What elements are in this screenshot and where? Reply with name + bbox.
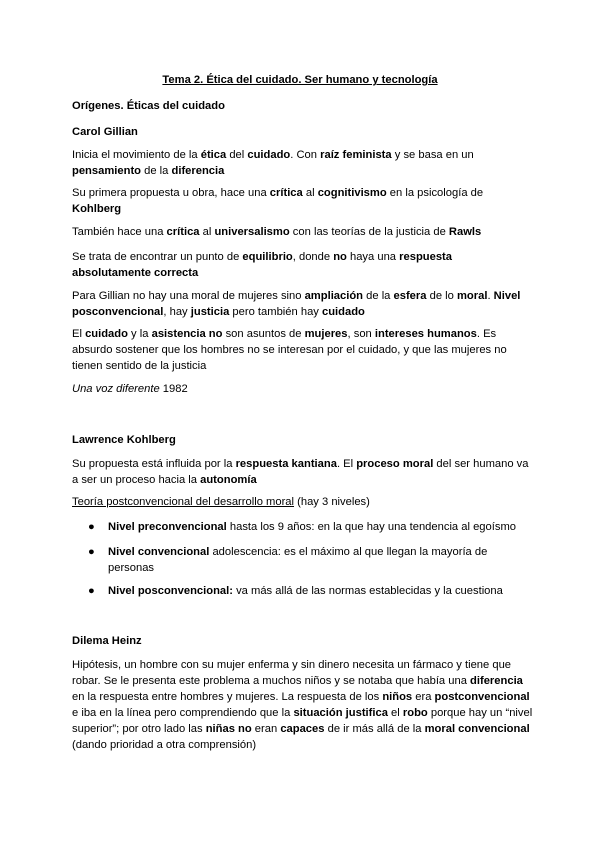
text-run: . Con: [290, 149, 321, 161]
list-item-text: [108, 544, 534, 576]
text-run: y la: [127, 328, 152, 340]
text-run: era: [412, 691, 435, 703]
bold-text: universalismo: [214, 226, 290, 238]
bold-text: intereses humanos: [374, 328, 477, 340]
bold-text: moral: [456, 290, 488, 302]
paragraph: [72, 326, 534, 374]
text-run: , hay: [163, 306, 191, 318]
text-run: También hace una: [72, 226, 167, 238]
text-run: con las teorías de la justicia de: [289, 226, 449, 238]
paragraph: [72, 456, 534, 488]
paragraph: [72, 147, 534, 179]
text-run: Para Gillian no hay una moral de mujeres sino: [72, 290, 305, 302]
bold-text: niñas no: [205, 723, 252, 735]
paragraph: [72, 224, 534, 240]
bold-text: capaces: [280, 723, 325, 735]
text-run: , donde: [292, 251, 334, 263]
book-title: Una voz diferente: [72, 383, 160, 395]
text-run: eran: [251, 723, 281, 735]
bold-text: autonomía: [200, 474, 257, 486]
text-run: de la: [141, 165, 172, 177]
bold-text: cuidado: [247, 149, 291, 161]
text-run: va más allá de las normas establecidas y la cuestiona: [232, 585, 503, 597]
text-run: en la psicología de: [386, 187, 484, 199]
text-run: son asuntos de: [222, 328, 305, 340]
bold-text: Nivel convencional: [108, 546, 210, 558]
bold-text: niños: [382, 691, 413, 703]
text-run: haya una: [346, 251, 400, 263]
text-run: Inicia el movimiento de la: [72, 149, 201, 161]
bold-text: ampliación: [304, 290, 364, 302]
bold-text: moral convencional: [424, 723, 530, 735]
bold-text: raíz feminista: [320, 149, 392, 161]
bold-text: robo: [402, 707, 428, 719]
book-reference: [72, 381, 534, 397]
bold-text: no: [333, 251, 347, 263]
paragraph: [72, 249, 534, 281]
paragraph: [72, 288, 534, 320]
bold-text: postconvencional: [434, 691, 530, 703]
bold-text: Nivel posconvencional:: [108, 585, 233, 597]
section-heading-origins: Orígenes. Éticas del cuidado: [72, 100, 225, 112]
text-run: Su propuesta está influida por la: [72, 458, 236, 470]
text-run: pero también hay: [229, 306, 322, 318]
bold-text: esfera: [393, 290, 427, 302]
bullet-icon: ●: [88, 521, 95, 533]
text-run: .: [487, 290, 494, 302]
bold-text: respuesta absolutamente correcta: [72, 251, 452, 279]
bold-text: Nivel preconvencional: [108, 521, 227, 533]
list-item-text: [108, 519, 534, 535]
bold-text: cuidado: [85, 328, 128, 340]
bold-text: crítica: [269, 187, 303, 199]
bold-text: respuesta kantiana: [235, 458, 337, 470]
text-run: Se trata de encontrar un punto de: [72, 251, 243, 263]
bold-text: Rawls: [448, 226, 482, 238]
bold-text: mujeres: [304, 328, 348, 340]
text-run: porque hay un “nivel superior”; por otro lado las: [72, 707, 533, 735]
text-run: e iba en la línea pero comprendiendo que la: [72, 707, 294, 719]
text-run: del ser humano va a ser un proceso hacia la: [72, 458, 529, 486]
bold-text: proceso moral: [356, 458, 434, 470]
text-run: al: [302, 187, 318, 199]
text-run: el: [387, 707, 403, 719]
subheading-lawrence-kohlberg: Lawrence Kohlberg: [72, 434, 176, 446]
text-run: . Es absurdo sostener que los hombres no se interesan por el cuidado, y que las mujeres no tienen sentido de la justicia: [72, 328, 507, 372]
bold-text: pensamiento: [72, 165, 142, 177]
text-run: Hipótesis, un hombre con su mujer enferma y sin dinero necesita un fármaco y tiene que robar. Se le presenta este problema a muchos niños y se notaba que había una: [72, 659, 512, 687]
paragraph: [72, 185, 534, 217]
bold-text: ética: [200, 149, 227, 161]
bold-text: cognitivismo: [317, 187, 387, 199]
bold-text: situación justifica: [293, 707, 388, 719]
text-run: del: [226, 149, 248, 161]
bold-text: asistencia no: [151, 328, 223, 340]
text-run: de lo: [426, 290, 457, 302]
subheading-dilema-heinz: Dilema Heinz: [72, 635, 142, 647]
text-run: , son: [347, 328, 375, 340]
theory-line: [72, 494, 534, 510]
text-run: El: [72, 328, 86, 340]
text-run: en la respuesta entre hombres y mujeres. La respuesta de los: [72, 691, 383, 703]
bold-text: justicia: [190, 306, 230, 318]
text-run: Su primera propuesta u obra, hace una: [72, 187, 270, 199]
bold-text: crítica: [166, 226, 200, 238]
bullet-icon: ●: [88, 585, 95, 597]
text-run: al: [199, 226, 215, 238]
subheading-carol-gillian: Carol Gillian: [72, 126, 138, 138]
theory-title: Teoría postconvencional del desarrollo moral: [72, 496, 295, 508]
bold-text: equilibrio: [242, 251, 293, 263]
paragraph: [72, 657, 534, 753]
bold-text: Nivel posconvencional: [72, 290, 521, 318]
page-title: Tema 2. Ética del cuidado. Ser humano y tecnología: [162, 74, 438, 86]
book-year: 1982: [159, 383, 188, 395]
theory-suffix: (hay 3 niveles): [294, 496, 370, 508]
text-run: adolescencia: es el máximo al que llegan la mayoría de personas: [108, 546, 488, 574]
text-run: de ir más allá de la: [324, 723, 425, 735]
list-item-text: [108, 583, 534, 599]
text-run: hasta los 9 años: en la que hay una tendencia al egoísmo: [226, 521, 516, 533]
bold-text: diferencia: [171, 165, 225, 177]
bold-text: cuidado: [322, 306, 365, 318]
text-run: (dando prioridad a otra comprensión): [72, 739, 257, 751]
bold-text: Kohlberg: [72, 203, 122, 215]
text-run: y se basa en un: [391, 149, 474, 161]
text-run: de la: [363, 290, 394, 302]
bullet-icon: ●: [88, 546, 95, 558]
text-run: . El: [336, 458, 357, 470]
bold-text: diferencia: [470, 675, 523, 687]
